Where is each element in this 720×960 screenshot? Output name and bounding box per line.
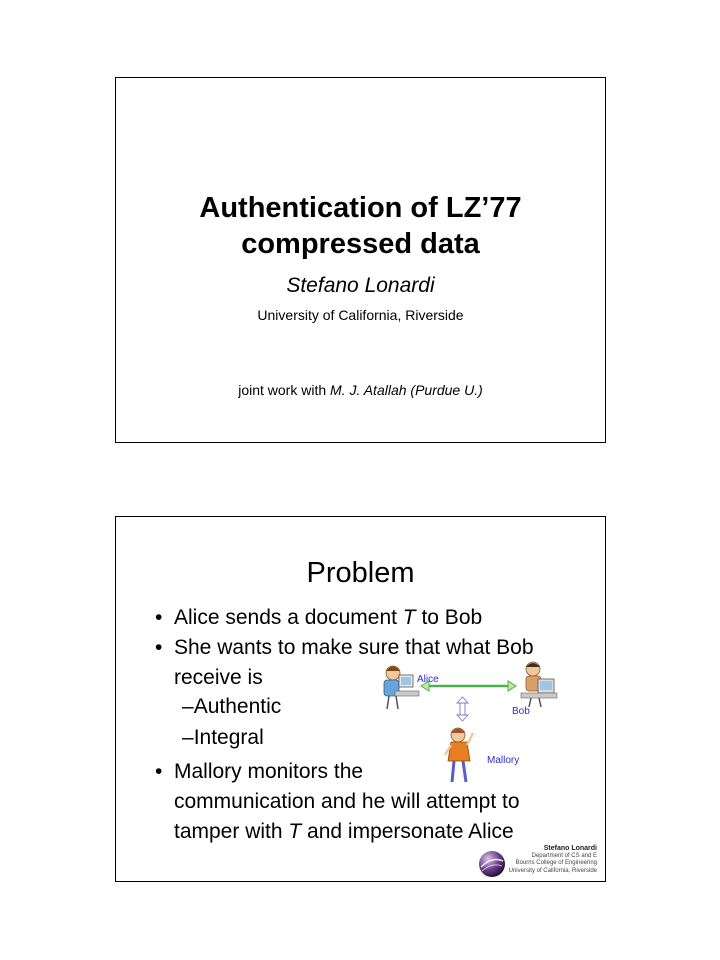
title-line-2: compressed data [241, 228, 480, 260]
problem-slide [115, 516, 606, 882]
dash-icon: – [182, 695, 194, 718]
mallory-label: Mallory [487, 755, 520, 766]
title-slide [115, 77, 606, 443]
author-affiliation: University of California, Riverside [257, 307, 464, 323]
footer-college: Bourns College of Engineering [515, 860, 597, 866]
slide-title: Problem [306, 557, 415, 589]
title-line-1: Authentication of LZ’77 [199, 192, 522, 224]
joint-names: M. J. Atallah (Purdue U.) [330, 382, 483, 398]
sub-bullet-item: –Integral [182, 726, 264, 749]
university-logo-icon [478, 850, 506, 878]
bob-computer-icon [521, 662, 557, 707]
bullet-item: • Mallory monitors the communication and he will attempt to tamper with T and impersonate Alice [174, 757, 520, 847]
communication-diagram [371, 659, 571, 784]
footer-dept: Department of CS and E [531, 852, 597, 859]
bullet-item: • She wants to make sure that what Bob receive is [174, 633, 534, 693]
alice-computer-icon [384, 666, 419, 709]
author-name: Stefano Lonardi [286, 274, 435, 297]
vertical-arrow-icon [457, 697, 468, 721]
dash-icon: – [182, 726, 194, 749]
joint-prefix: joint work with [238, 382, 331, 398]
footer-name: Stefano Lonardi [543, 845, 597, 852]
footer-univ: University of California, Riverside [508, 867, 597, 874]
joint-work-line [116, 382, 605, 398]
slide-title [116, 190, 605, 262]
bob-label: Bob [512, 706, 530, 717]
mallory-figure-icon [445, 728, 473, 782]
bullet-dot-icon: • [155, 636, 163, 659]
slide-footer [509, 845, 597, 875]
alice-label: Alice [417, 674, 439, 685]
bullet-dot-icon: • [155, 606, 163, 629]
sub-bullet-item: –Authentic [182, 695, 282, 718]
bullet-dot-icon: • [155, 760, 163, 783]
bullet-item: • Alice sends a document T to Bob [174, 603, 482, 633]
